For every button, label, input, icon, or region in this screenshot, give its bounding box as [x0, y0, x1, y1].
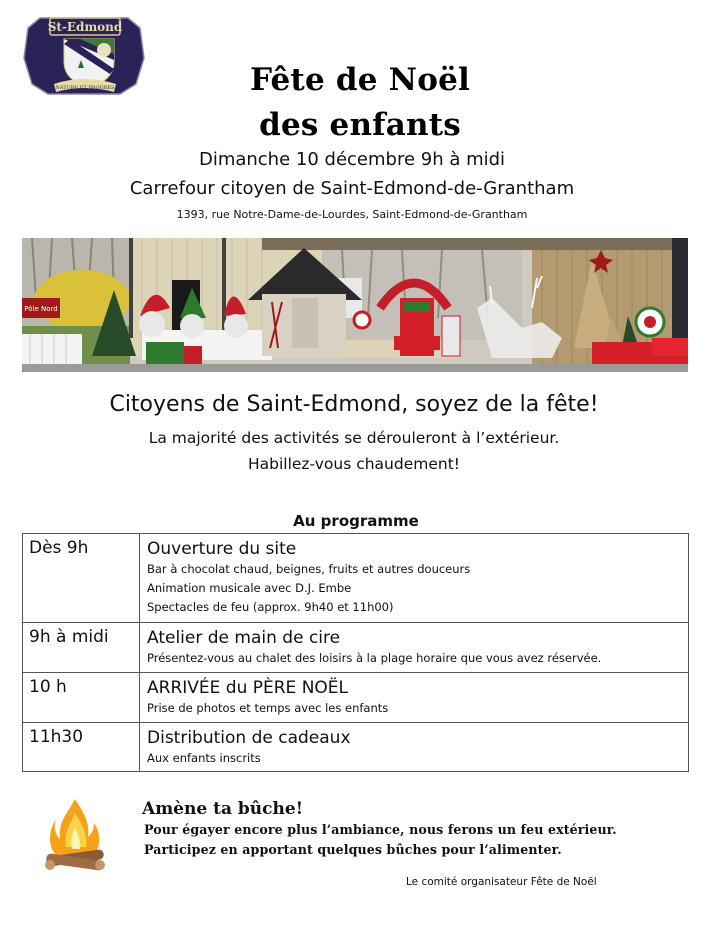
activity-detail: Aux enfants inscrits: [147, 751, 261, 765]
event-date: Dimanche 10 décembre 9h à midi: [198, 149, 506, 170]
program-activity: [140, 623, 689, 673]
program-time: 9h à midi: [23, 623, 140, 673]
activity-title: ARRIVÉE du PÈRE NOËL: [147, 678, 349, 698]
activity-detail: Spectacles de feu (approx. 9h40 et 11h00): [147, 600, 394, 614]
activity-title: Atelier de main de cire: [147, 628, 341, 648]
campfire-icon: [40, 795, 110, 877]
event-title-line2: des enfants: [259, 107, 461, 143]
organizer-signature: Le comité organisateur Fête de Noël: [406, 876, 597, 888]
program-row: [23, 673, 689, 723]
intro-line1: La majorité des activités se dérouleront à l’extérieur.: [148, 429, 560, 447]
event-venue: Carrefour citoyen de Saint-Edmond-de-Grantham: [129, 178, 575, 199]
program-row: [23, 534, 689, 623]
activity-title: Ouverture du site: [147, 539, 297, 559]
logo-motto: NATURE ET PROGRÈS: [55, 85, 115, 91]
logo-name: St-Edmond: [47, 20, 123, 34]
bonfire-title: Amène ta bûche!: [142, 799, 304, 819]
activity-detail: Bar à chocolat chaud, beignes, fruits et autres douceurs: [147, 562, 471, 576]
event-address: 1393, rue Notre-Dame-de-Lourdes, Saint-Edmond-de-Grantham: [176, 208, 528, 221]
program-activity: [140, 723, 689, 772]
program-title: Au programme: [293, 512, 419, 530]
activity-detail: Présentez-vous au chalet des loisirs à la plage horaire que vous avez réservée.: [147, 651, 602, 665]
program-time: Dès 9h: [23, 534, 140, 623]
program-activity: [140, 534, 689, 623]
photo-sign-text: Pôle Nord: [24, 305, 58, 313]
intro-headline: Citoyens de Saint-Edmond, soyez de la fête!: [109, 392, 599, 417]
program-time: 10 h: [23, 673, 140, 723]
bonfire-line1: Pour égayer encore plus l’ambiance, nous ferons un feu extérieur.: [144, 822, 617, 837]
activity-detail: Animation musicale avec D.J. Embe: [147, 581, 352, 595]
intro-line2: Habillez-vous chaudement!: [247, 455, 461, 473]
activity-title: Distribution de cadeaux: [147, 728, 351, 748]
program-row: [23, 723, 689, 772]
program-row: [23, 623, 689, 673]
program-table: [22, 533, 689, 772]
bonfire-line2: Participez en apportant quelques bûches pour l’alimenter.: [144, 842, 562, 857]
program-activity: [140, 673, 689, 723]
event-title-line1: Fête de Noël: [250, 62, 470, 98]
program-time: 11h30: [23, 723, 140, 772]
decor-photo: [22, 238, 688, 372]
activity-detail: Prise de photos et temps avec les enfants: [147, 701, 389, 715]
